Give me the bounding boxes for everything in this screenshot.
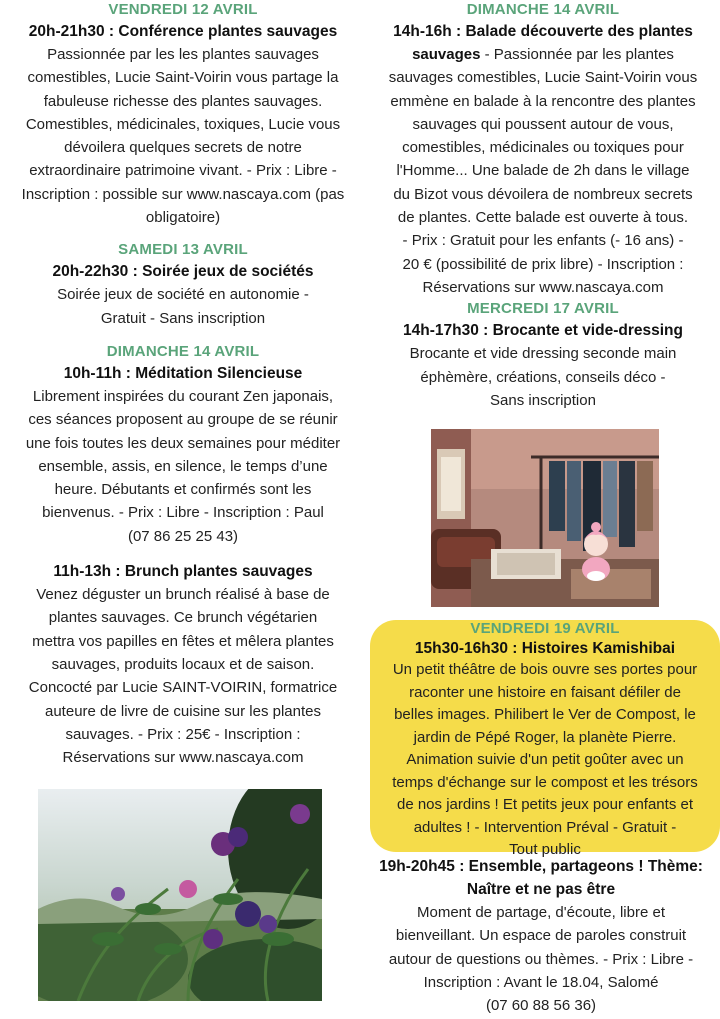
- description-line: Librement inspirées du courant Zen japonais,: [32, 387, 334, 405]
- description-line: temps d'échange sur le compost et les trésors: [392, 773, 698, 791]
- description-line: emmène en balade à la rencontre des plantes: [390, 92, 696, 110]
- description-line: auteure de livre de cuisine sur les plantes: [45, 702, 321, 720]
- event-title: 20h-22h30 : Soirée jeux de sociétés: [52, 263, 314, 281]
- description-line: Gratuit - Sans inscription: [100, 309, 266, 327]
- description-line: une fois toutes les deux semaines pour méditer: [25, 434, 341, 452]
- description-line: 20 € (possibilité de prix libre) - Inscription :: [402, 255, 684, 273]
- day-heading: MERCREDI 17 AVRIL: [467, 300, 619, 318]
- highlight-event: [370, 620, 720, 862]
- description-line: l'Homme... Une balade de 2h dans le village: [396, 162, 690, 180]
- event-title-continued: sauvages: [412, 46, 481, 63]
- description-line: - Prix : Gratuit pour les enfants (- 16 ans) -: [402, 232, 684, 250]
- day-heading: SAMEDI 13 AVRIL: [118, 241, 248, 259]
- description-line: ensemble, assis, en silence, le temps d’une: [38, 457, 328, 475]
- description-line: heure. Débutants et confirmés sont les: [54, 481, 312, 499]
- description-line: Moment de partage, d'écoute, libre et: [416, 904, 665, 921]
- description-line: de plantes. Cette balade est ouverte à tous.: [397, 209, 689, 227]
- description-line: sauvages, produits locaux et de saison.: [51, 655, 315, 673]
- description-line: du Bizot vous dévoilera de nombreux secrets: [393, 185, 693, 203]
- description-fragment: - Passionnée par les plantes: [480, 46, 674, 63]
- description-line: Sans inscription: [490, 391, 596, 409]
- description-line: Réservations sur www.nascaya.com: [62, 749, 304, 767]
- description-line: (07 60 88 56 36): [485, 997, 597, 1015]
- description-line: Passionnée par les les plantes sauvages: [47, 46, 319, 63]
- description-line: Inscription : Avant le 18.04, Salomé: [423, 973, 659, 991]
- description-line: jardin de Pépé Roger, la planète Pierre.: [413, 728, 677, 746]
- day-heading: VENDREDI 12 AVRIL: [108, 1, 258, 18]
- description-line: Animation suivie d'un petit goûter avec un: [406, 751, 684, 768]
- event-title: 15h30-16h30 : Histoires Kamishibai: [414, 640, 676, 657]
- description-line: sauvages comestibles, Lucie Saint-Voirin vous: [388, 69, 698, 87]
- event-title: 14h-17h30 : Brocante et vide-dressing: [403, 322, 683, 340]
- event-title: 19h-20h45 : Ensemble, partageons ! Thème:: [379, 858, 703, 875]
- description-line: Concocté par Lucie SAINT-VOIRIN, formatrice: [28, 679, 338, 697]
- description-line: Venez déguster un brunch réalisé à base de: [36, 586, 330, 604]
- description-line: comestibles, médicinales ou toxiques pour: [402, 139, 684, 157]
- event-description: [362, 901, 720, 1017]
- description-line: fabuleuse richesse des plantes sauvages.: [43, 92, 323, 110]
- description-line: Comestibles, médicinales, toxiques, Lucie vous: [25, 115, 341, 133]
- event-description: [368, 342, 718, 412]
- flowers-photo: [38, 789, 322, 1001]
- description-line: bienveillant. Un espace de paroles construit: [395, 927, 687, 945]
- description-line: Brocante et vide dressing seconde main: [409, 345, 677, 363]
- description-line: éphèmère, créations, conseils déco -: [420, 368, 666, 386]
- description-line: bienvenus. - Prix : Libre - Inscription : Paul: [42, 504, 324, 522]
- event-description: [368, 66, 718, 299]
- event-title: 20h-21h30 : Conférence plantes sauvages: [28, 23, 338, 40]
- description-line: extraordinaire patrimoine vivant. - Prix : Libre -: [29, 162, 337, 180]
- day-heading: VENDREDI 19 AVRIL: [470, 620, 620, 637]
- description-line: mettra vos papilles en fêtes et mêlera plantes: [32, 632, 334, 650]
- description-line: Inscription : possible sur www.nascaya.com (pas: [21, 185, 345, 203]
- description-line: ces séances proposent au groupe de se réunir: [28, 411, 338, 429]
- event-description: [370, 659, 720, 862]
- event-title: 14h-16h : Balade découverte des plantes: [393, 23, 693, 40]
- left-column: [4, 0, 362, 769]
- description-line: sauvages. - Prix : 25€ - Inscription :: [65, 725, 301, 743]
- event-description: [4, 583, 362, 769]
- description-line: autour de questions ou thèmes. - Prix : Libre -: [388, 950, 694, 968]
- event-description: [4, 385, 362, 548]
- day-heading: DIMANCHE 14 AVRIL: [106, 342, 260, 360]
- event-title: Naître et ne pas être: [466, 881, 616, 898]
- description-line: raconter une histoire en faisant défiler de: [409, 683, 681, 701]
- event-description: [4, 43, 362, 229]
- description-line: Tout public: [509, 841, 581, 858]
- description-line: plantes sauvages. Ce brunch végétarien: [48, 609, 318, 627]
- brocante-photo: [431, 429, 659, 607]
- description-line: obligatoire): [145, 209, 221, 227]
- event-title: 11h-13h : Brunch plantes sauvages: [53, 563, 313, 581]
- description-line: comestibles, Lucie Saint-Voirin vous partage la: [27, 69, 339, 87]
- description-line: (07 86 25 25 43): [127, 527, 239, 545]
- description-line: Un petit théâtre de bois ouvre ses portes pour: [392, 661, 698, 678]
- description-line: belles images. Philibert le Ver de Compost, le: [394, 706, 696, 723]
- description-line: dévoilera quelques secrets de notre: [64, 139, 302, 157]
- day-heading: DIMANCHE 14 AVRIL: [466, 1, 620, 18]
- description-line: [368, 43, 718, 66]
- description-line: Soirée jeux de société en autonomie -: [57, 286, 309, 304]
- event-description: [4, 283, 362, 330]
- right-column: [368, 0, 718, 412]
- description-line: de nos jardins ! Et petits jeux pour enfants et: [396, 796, 693, 813]
- final-event: [362, 855, 720, 1017]
- description-line: Réservations sur www.nascaya.com: [422, 278, 664, 296]
- description-line: adultes ! - Intervention Préval - Gratuit -: [413, 818, 677, 836]
- description-line: sauvages qui poussent autour de vous,: [412, 115, 674, 133]
- event-title: 10h-11h : Méditation Silencieuse: [63, 364, 303, 382]
